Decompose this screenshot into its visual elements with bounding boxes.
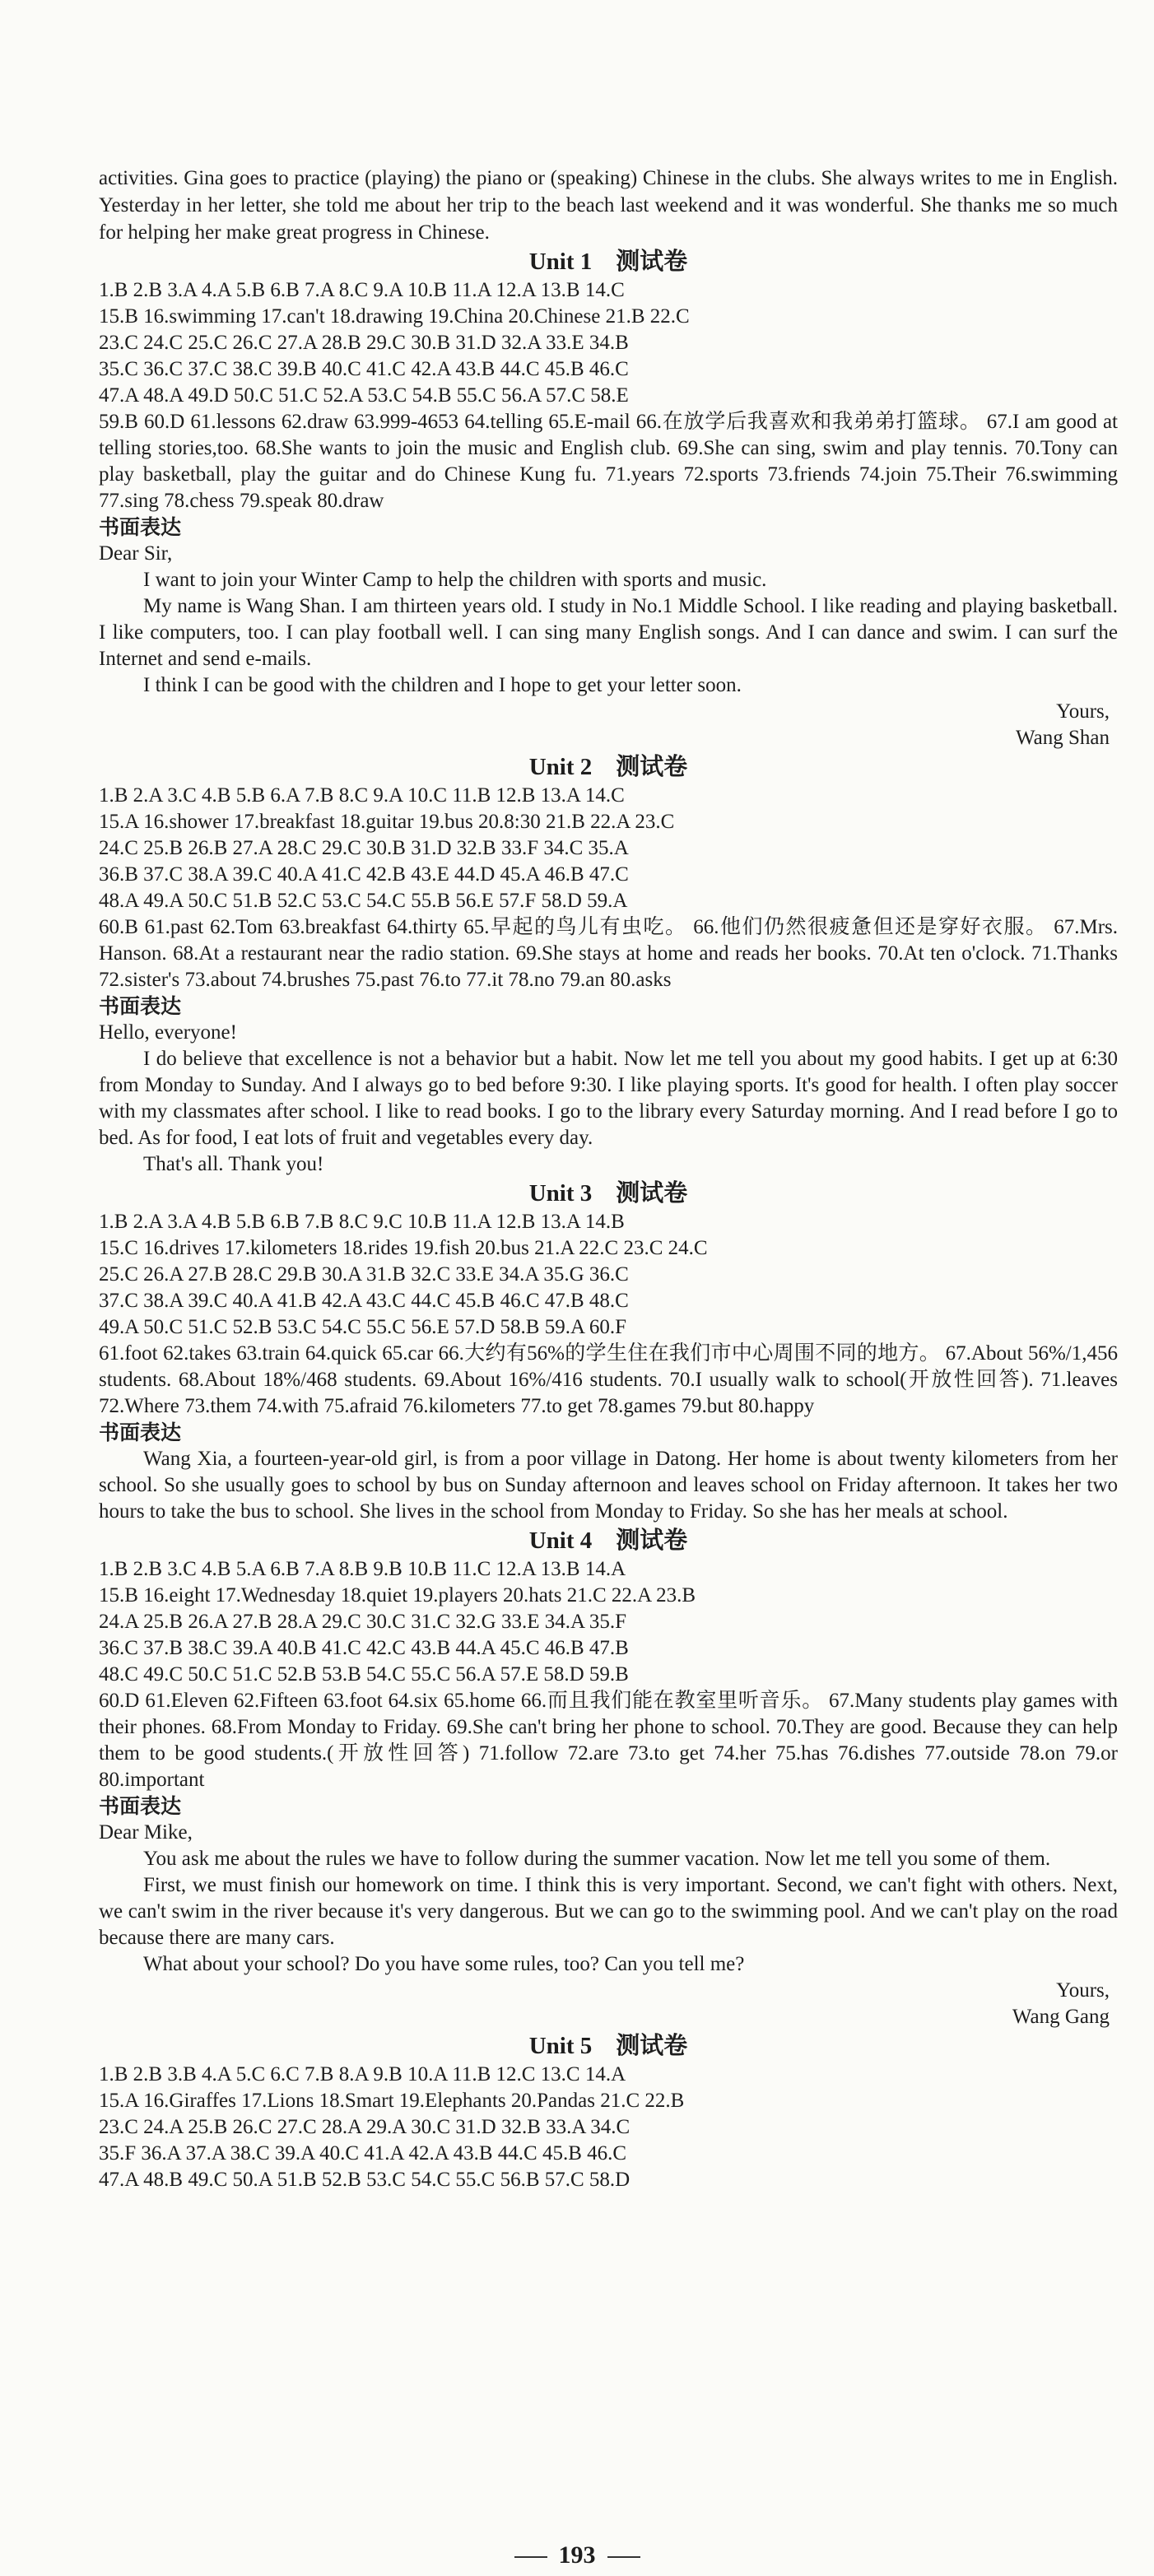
answer-line: 60.D 61.Eleven 62.Fifteen 63.foot 64.six 65.home 66.而且我们能在教室里听音乐。 67.Many students play games with their phones. 68.From Monday to Friday. 69.She can't bring her phone to school. 70.They are good. Because they can help them to be good students.(开放性回答) 71.follow 72.are 73.to get 74.her 75.has 76.dishes 77.outside 78.on 79.or 80.important [99, 1690, 1118, 1791]
writing-section-label: 书面表达 [99, 1794, 182, 1818]
letter-signature: Wang Shan [1016, 727, 1110, 749]
dash-left [514, 2556, 547, 2558]
unit-section [99, 248, 1118, 751]
answer-line: 49.A 50.C 51.C 52.B 53.C 54.C 55.C 56.E 57.D 58.B 59.A 60.F [99, 1316, 627, 1338]
unit-title: Unit 2 测试卷 [528, 754, 688, 780]
essay-paragraph: That's all. Thank you! [143, 1153, 324, 1175]
essay-paragraph: Wang Xia, a fourteen-year-old girl, is from a poor village in Datong. Her home is about twenty kilometers from her school. So she usually goes to school by bus on Sunday afternoon and leaves school on Friday afternoon. It takes her two hours to take the bus to school. She lives in the school from Monday to Friday. So she has her meals at school. [99, 1448, 1118, 1523]
answer-line: 48.A 49.A 50.C 51.B 52.C 53.C 54.C 55.B 56.E 57.F 58.D 59.A [99, 890, 628, 912]
page-number [0, 2541, 1154, 2569]
unit-title: Unit 5 测试卷 [528, 2033, 688, 2059]
answer-line: 1.B 2.B 3.B 4.A 5.C 6.C 7.B 8.A 9.B 10.A 11.B 12.C 13.C 14.A [99, 2063, 626, 2085]
answer-line: 24.A 25.B 26.A 27.B 28.A 29.C 30.C 31.C 32.G 33.E 34.A 35.F [99, 1611, 627, 1633]
letter-signature: Yours, [1056, 1979, 1110, 2002]
answer-line: 35.C 36.C 37.C 38.C 39.B 40.C 41.C 42.A 43.B 44.C 45.B 46.C [99, 358, 629, 380]
answer-line: 15.B 16.swimming 17.can't 18.drawing 19.China 20.Chinese 21.B 22.C [99, 305, 690, 328]
essay-paragraph: Hello, everyone! [99, 1021, 237, 1044]
intro-paragraph: activities. Gina goes to practice (playing) the piano or (speaking) Chinese in the clubs. She always writes to me in English. Yesterday in her letter, she told me about her trip to the beach last weekend and it was wonderful. She thanks me so much for helping her make great progress in Chinese. [99, 167, 1118, 244]
unit-title: Unit 1 测试卷 [528, 249, 688, 275]
essay-paragraph: Dear Sir, [99, 542, 173, 565]
unit-section [99, 1179, 1118, 1525]
units-container [99, 248, 1118, 2193]
answer-line: 15.A 16.Giraffes 17.Lions 18.Smart 19.Elephants 20.Pandas 21.C 22.B [99, 2090, 685, 2112]
answer-line: 15.A 16.shower 17.breakfast 18.guitar 19.bus 20.8:30 21.B 22.A 23.C [99, 811, 675, 833]
letter-signature: Wang Gang [1012, 2006, 1110, 2028]
answer-line: 1.B 2.A 3.A 4.B 5.B 6.B 7.B 8.C 9.C 10.B 11.A 12.B 13.A 14.B [99, 1211, 625, 1233]
essay-paragraph: My name is Wang Shan. I am thirteen years old. I study in No.1 Middle School. I like reading and playing basketball. I like computers, too. I can play football well. I can sing many English songs. And I can dance and swim. I can surf the Internet and send e-mails. [99, 595, 1118, 670]
essay-paragraph: You ask me about the rules we have to follow during the summer vacation. Now let me tell you some of them. [143, 1848, 1051, 1870]
unit-title: Unit 4 测试卷 [528, 1527, 688, 1554]
unit-section [99, 753, 1118, 1178]
answer-line: 23.C 24.A 25.B 26.C 27.C 28.A 29.A 30.C 31.D 32.B 33.A 34.C [99, 2116, 631, 2138]
unit-section [99, 1527, 1118, 2030]
answer-line: 23.C 24.C 25.C 26.C 27.A 28.B 29.C 30.B 31.D 32.A 33.E 34.B [99, 332, 629, 354]
answer-line: 1.B 2.A 3.C 4.B 5.B 6.A 7.B 8.C 9.A 10.C 11.B 12.B 13.A 14.C [99, 784, 625, 807]
unit-section [99, 2032, 1118, 2193]
unit-title: Unit 3 测试卷 [528, 1180, 688, 1207]
answer-line: 47.A 48.A 49.D 50.C 51.C 52.A 53.C 54.B 55.C 56.A 57.C 58.E [99, 384, 629, 407]
essay-paragraph: I do believe that excellence is not a behavior but a habit. Now let me tell you about my good habits. I get up at 6:30 from Monday to Sunday. And I always go to bed before 9:30. I like playing sports. It's good for health. I often play soccer with my classmates after school. I like to read books. I go to the library every Saturday morning. And I read before I go to bed. As for food, I eat lots of fruit and vegetables every day. [99, 1048, 1118, 1149]
answer-line: 35.F 36.A 37.A 38.C 39.A 40.C 41.A 42.A 43.B 44.C 45.B 46.C [99, 2142, 627, 2164]
writing-section-label: 书面表达 [99, 994, 182, 1018]
answer-line: 60.B 61.past 62.Tom 63.breakfast 64.thirty 65.早起的鸟儿有虫吃。 66.他们仍然很疲惫但还是穿好衣服。 67.Mrs. Hanson. 68.At a restaurant near the radio station. 69.She stays at home and reads her books. 70.At ten o'clock. 71.Thanks 72.sister's 73.about 74.brushes 75.past 76.to 77.it 78.no 79.an 80.asks [99, 916, 1118, 991]
answer-line: 61.foot 62.takes 63.train 64.quick 65.car 66.大约有56%的学生住在我们市中心周围不同的地方。 67.About 56%/1,456 students. 68.About 18%/468 students. 69.About 16%/416 students. 70.I usually walk to school(开放性回答). 71.leaves 72.Where 73.them 74.with 75.afraid 76.kilometers 77.to get 78.games 79.but 80.happy [99, 1342, 1118, 1417]
answer-line: 36.C 37.B 38.C 39.A 40.B 41.C 42.C 43.B 44.A 45.C 46.B 47.B [99, 1637, 629, 1659]
intro-passage [99, 165, 1118, 246]
page-number-text: 193 [558, 2541, 596, 2569]
answer-line: 59.B 60.D 61.lessons 62.draw 63.999-4653 64.telling 65.E-mail 66.在放学后我喜欢和我弟弟打篮球。 67.I am good at telling stories,too. 68.She wants to join the music and English club. 69.She can sing, swim and play tennis. 70.Tony can play basketball, play the guitar and do Chinese Kung fu. 71.years 72.sports 73.friends 74.join 75.Their 76.swimming 77.sing 78.chess 79.speak 80.draw [99, 411, 1118, 512]
essay-paragraph: I want to join your Winter Camp to help the children with sports and music. [143, 569, 767, 591]
letter-signature: Yours, [1056, 700, 1110, 723]
answer-line: 36.B 37.C 38.A 39.C 40.A 41.C 42.B 43.E 44.D 45.A 46.B 47.C [99, 863, 629, 886]
answer-line: 47.A 48.B 49.C 50.A 51.B 52.B 53.C 54.C 55.C 56.B 57.C 58.D [99, 2169, 631, 2191]
essay-paragraph: I think I can be good with the children and I hope to get your letter soon. [143, 674, 742, 696]
answer-line: 24.C 25.B 26.B 27.A 28.C 29.C 30.B 31.D 32.B 33.F 34.C 35.A [99, 837, 629, 859]
answer-line: 1.B 2.B 3.C 4.B 5.A 6.B 7.A 8.B 9.B 10.B 11.C 12.A 13.B 14.A [99, 1558, 626, 1580]
writing-section-label: 书面表达 [99, 1421, 182, 1444]
writing-section-label: 书面表达 [99, 515, 182, 539]
answer-line: 48.C 49.C 50.C 51.C 52.B 53.B 54.C 55.C 56.A 57.E 58.D 59.B [99, 1663, 629, 1686]
essay-paragraph: First, we must finish our homework on time. I think this is very important. Second, we can't fight with others. Next, we can't swim in the river because it's very dangerous. But we can go to the swimming pool. And we can't play on the road because there are many cars. [99, 1874, 1118, 1949]
essay-paragraph: Dear Mike, [99, 1821, 193, 1844]
answer-line: 25.C 26.A 27.B 28.C 29.B 30.A 31.B 32.C 33.E 34.A 35.G 36.C [99, 1263, 629, 1286]
answer-line: 1.B 2.B 3.A 4.A 5.B 6.B 7.A 8.C 9.A 10.B 11.A 12.A 13.B 14.C [99, 279, 625, 301]
essay-paragraph: What about your school? Do you have some rules, too? Can you tell me? [143, 1953, 745, 1975]
answer-line: 15.C 16.drives 17.kilometers 18.rides 19.fish 20.bus 21.A 22.C 23.C 24.C [99, 1237, 708, 1259]
dash-right [607, 2556, 640, 2558]
answer-line: 37.C 38.A 39.C 40.A 41.B 42.A 43.C 44.C 45.B 46.C 47.B 48.C [99, 1290, 629, 1312]
answer-line: 15.B 16.eight 17.Wednesday 18.quiet 19.players 20.hats 21.C 22.A 23.B [99, 1584, 696, 1607]
